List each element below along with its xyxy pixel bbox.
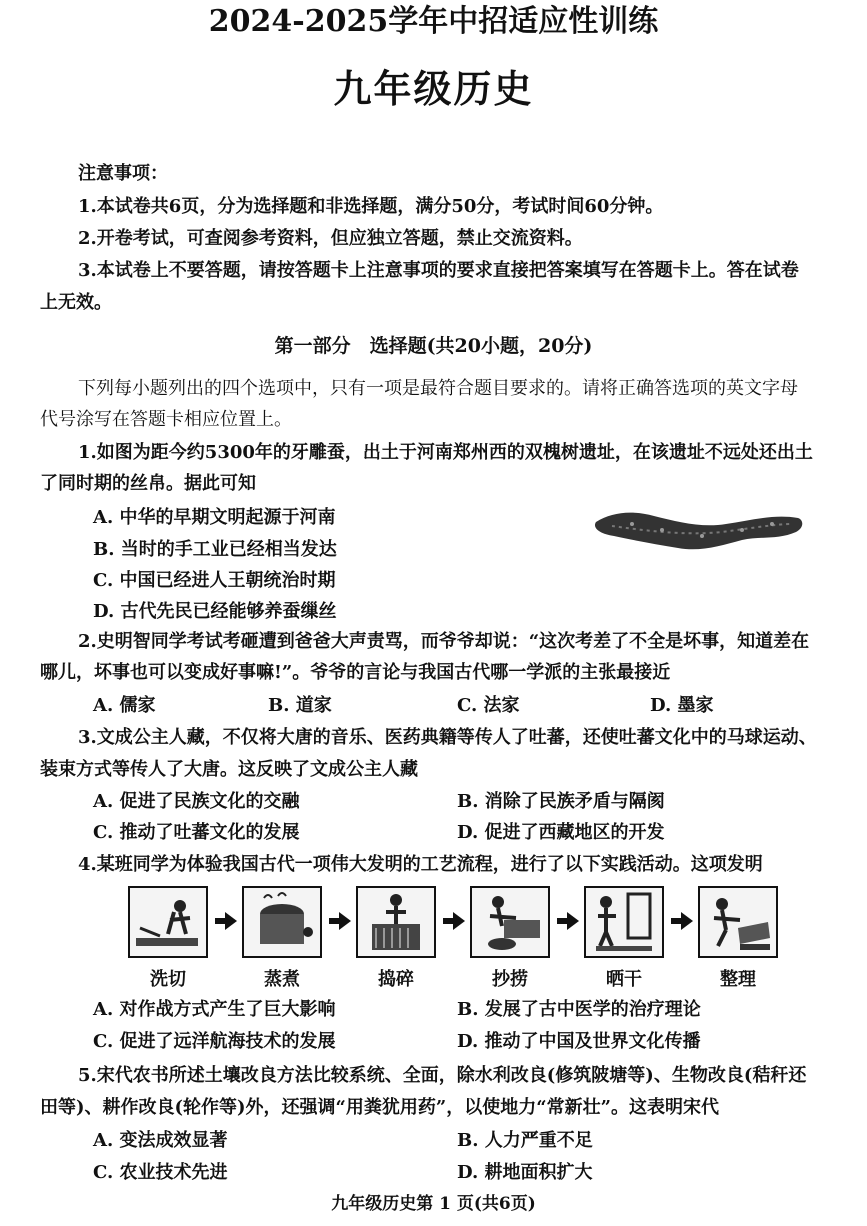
question-5-stem-cont: 田等)、耕作改良(轮作等)外，还强调“用粪犹用药”，以使地力“常新壮”。这表明宋代 xyxy=(40,1097,719,1118)
note-item-3-cont: 上无效。 xyxy=(40,292,112,313)
section-instructions: 下列每小题列出的四个选项中，只有一项是最符合题目要求的。请将正确答选项的英文字母 xyxy=(78,378,798,399)
step-panel-scoop xyxy=(470,886,550,958)
question-4-stem: 4.某班同学为体验我国古代一项伟大发明的工艺流程，进行了以下实践活动。这项发明 xyxy=(78,854,763,875)
q5-option-a: A. 变法成效显著 xyxy=(93,1130,228,1151)
question-5-stem: 5.宋代农书所述土壤改良方法比较系统、全面，除水利改良(修筑陂塘等)、生物改良(秸秆还 xyxy=(78,1065,807,1086)
question-2-stem: 2.史明智同学考试考砸遭到爸爸大声责骂，而爷爷却说：“这次考差了不全是坏事，知道差在 xyxy=(78,631,810,652)
q4-option-b: B. 发展了古中医学的治疗理论 xyxy=(457,999,701,1020)
note-item-2: 2.开卷考试，可查阅参考资料，但应独立答题，禁止交流资料。 xyxy=(78,228,583,249)
ivory-silkworm-image xyxy=(592,500,807,560)
arrow-icon xyxy=(453,912,465,930)
q4-option-d: D. 推动了中国及世界文化传播 xyxy=(457,1031,701,1052)
q1-option-c: C. 中国已经进人王朝统治时期 xyxy=(93,570,336,591)
q2-option-b: B. 道家 xyxy=(268,695,332,716)
section-instructions-cont: 代号涂写在答题卡相应位置上。 xyxy=(40,409,292,430)
arrow-icon xyxy=(339,912,351,930)
q2-option-a: A. 儒家 xyxy=(93,695,156,716)
step-panel-arrange xyxy=(698,886,778,958)
note-item-3: 3.本试卷上不要答题，请按答题卡上注意事项的要求直接把答案填写在答题卡上。答在试卷 xyxy=(78,260,799,281)
q3-option-d: D. 促进了西藏地区的开发 xyxy=(457,822,665,843)
q3-option-b: B. 消除了民族矛盾与隔阂 xyxy=(457,791,665,812)
step-label-4: 抄捞 xyxy=(492,969,528,990)
note-item-1: 1.本试卷共6页，分为选择题和非选择题，满分50分，考试时间60分钟。 xyxy=(78,196,664,217)
q5-option-c: C. 农业技术先进 xyxy=(93,1162,228,1183)
step-panel-steam-boil xyxy=(242,886,322,958)
papermaking-process-figure xyxy=(128,886,778,962)
step-panel-pound xyxy=(356,886,436,958)
q2-option-c: C. 法家 xyxy=(457,695,520,716)
question-3-stem-cont: 装束方式等传人了大唐。这反映了文成公主人藏 xyxy=(40,759,418,780)
subject-title: 九年级历史 xyxy=(333,66,534,111)
arrow-icon xyxy=(567,912,579,930)
q5-option-b: B. 人力严重不足 xyxy=(457,1130,593,1151)
q3-option-c: C. 推动了吐蕃文化的发展 xyxy=(93,822,300,843)
question-2-stem-cont: 哪儿，坏事也可以变成好事嘛!”。爷爷的言论与我国古代哪一学派的主张最接近 xyxy=(40,662,671,683)
section-title: 第一部分 选择题(共20小题，20分) xyxy=(274,335,593,357)
q2-option-d: D. 墨家 xyxy=(650,695,714,716)
step-panel-wash-cut xyxy=(128,886,208,958)
q4-option-c: C. 促进了远洋航海技术的发展 xyxy=(93,1031,336,1052)
step-panel-dry xyxy=(584,886,664,958)
exam-title: 2024-2025学年中招适应性训练 xyxy=(208,4,659,39)
question-1-stem-cont: 了同时期的丝帛。据此可知 xyxy=(40,473,256,494)
q3-option-a: A. 促进了民族文化的交融 xyxy=(93,791,300,812)
step-label-6: 整理 xyxy=(720,969,756,990)
q5-option-d: D. 耕地面积扩大 xyxy=(457,1162,593,1183)
notes-heading: 注意事项： xyxy=(78,163,168,184)
question-1-stem: 1.如图为距今约5300年的牙雕蚕，出土于河南郑州西的双槐树遗址，在该遗址不远处还出土 xyxy=(78,442,813,463)
q4-option-a: A. 对作战方式产生了巨大影响 xyxy=(93,999,336,1020)
q1-option-a: A. 中华的早期文明起源于河南 xyxy=(93,507,336,528)
arrow-icon xyxy=(681,912,693,930)
step-label-2: 蒸煮 xyxy=(264,969,300,990)
step-label-3: 捣碎 xyxy=(378,969,414,990)
step-label-1: 洗切 xyxy=(150,969,186,990)
page-footer: 九年级历史第 1 页(共6页) xyxy=(331,1194,536,1214)
step-label-5: 晒干 xyxy=(606,969,642,990)
arrow-icon xyxy=(225,912,237,930)
q1-option-b: B. 当时的手工业已经相当发达 xyxy=(93,539,337,560)
q1-option-d: D. 古代先民已经能够养蚕缫丝 xyxy=(93,601,337,622)
question-3-stem: 3.文成公主人藏，不仅将大唐的音乐、医药典籍等传人了吐蕃，还使吐蕃文化中的马球运动、 xyxy=(78,727,817,748)
